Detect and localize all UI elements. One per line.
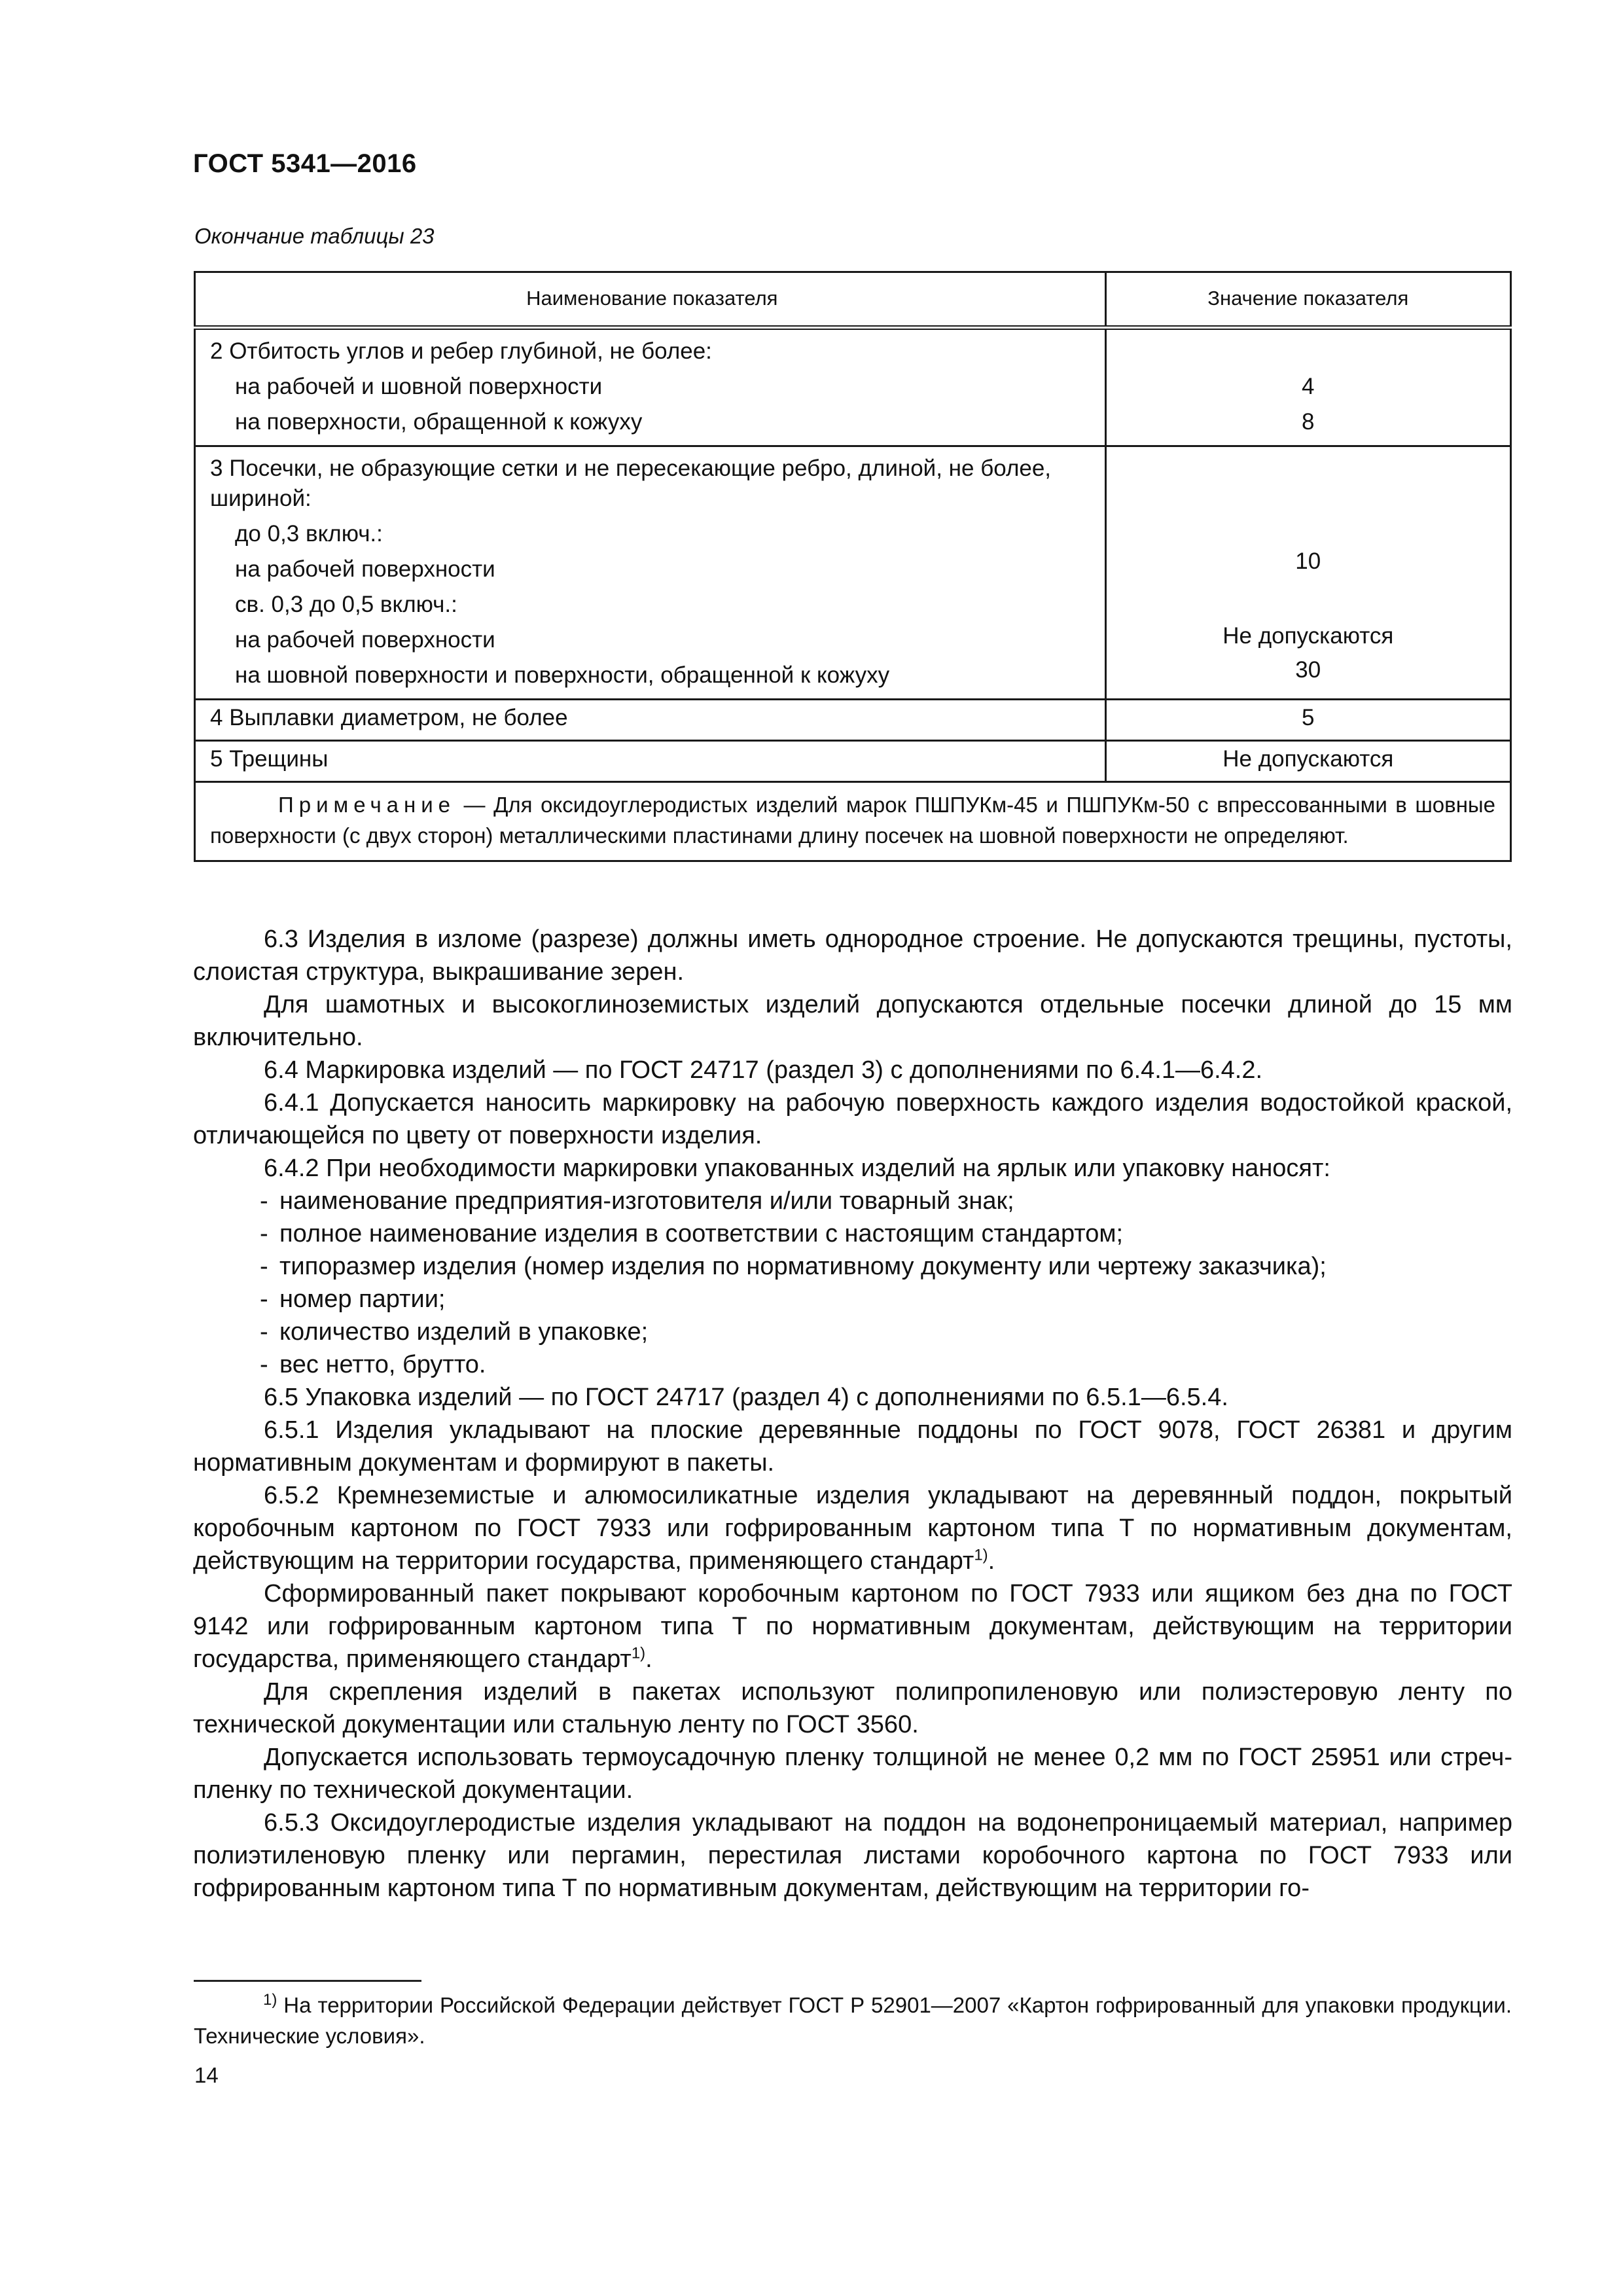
footnote-text: На территории Российской Федерации действует ГОСТ Р 52901—2007 «Картон гофрированный для упаковки продукции. Технические условия». bbox=[194, 1993, 1512, 2048]
list-item: - номер партии; bbox=[260, 1285, 446, 1313]
table-caption: Окончание таблицы 23 bbox=[194, 224, 435, 248]
row-value-cell bbox=[1105, 328, 1510, 446]
page-number: 14 bbox=[194, 2063, 219, 2087]
row-name-cell bbox=[195, 446, 1106, 700]
paragraph: Для скрепления изделий в пакетах используют полипропиленовую или полиэстеровую ленту по технической документации или стальную ленту по ГОСТ 3560. bbox=[193, 1678, 1512, 1738]
row-value-cell: 5 bbox=[1105, 700, 1510, 741]
list-item: - наименование предприятия-изготовителя и/или товарный знак; bbox=[260, 1187, 1014, 1215]
table-row bbox=[195, 741, 1511, 782]
row-name-cell bbox=[195, 328, 1106, 446]
paragraph: Сформированный пакет покрывают коробочным картоном по ГОСТ 7933 или ящиком без дна по ГОСТ 9142 или гофрированным картоном типа Т по нормативным документам, действующим на территории государства, применяющего стандарт$^{1)}$. bbox=[193, 1580, 1512, 1673]
list-item: - полное наименование изделия в соответствии с настоящим стандартом; bbox=[260, 1220, 1124, 1247]
paragraph: 6.5.3 Оксидоуглеродистые изделия укладывают на поддон на водонепроницаемый материал, например полиэтиленовую пленку или пергамин, перестилая листами коробочного картона по ГОСТ 7933 или гофрированным картоном типа Т по нормативным документам, действующим на территории го- bbox=[193, 1809, 1512, 1902]
row-value: 10 bbox=[1295, 548, 1321, 574]
note-label: Примечание bbox=[278, 793, 456, 817]
footnote bbox=[194, 1990, 1512, 2051]
footnote-divider bbox=[194, 1980, 421, 1982]
table-row bbox=[195, 446, 1511, 700]
row-text: на рабочей поверхности bbox=[235, 627, 495, 653]
row-value: 8 bbox=[1302, 409, 1315, 435]
row-text: на шовной поверхности и поверхности, обращенной к кожуху bbox=[235, 662, 890, 688]
paragraph: 6.5.2 Кремнеземистые и алюмосиликатные изделия укладывают на деревянный поддон, покрытый коробочным картоном по ГОСТ 7933 или гофрированным картоном типа Т по нормативным документам, действующим на территории государства, применяющего стандарт$^{1)}$. bbox=[193, 1482, 1512, 1575]
footnote-mark: 1) bbox=[263, 1991, 277, 2009]
row-value: Не допускаются bbox=[1222, 623, 1394, 649]
note-text: — Для оксидоуглеродистых изделий марок ПШПУКм-45 и ПШПУКм-50 с впрессованными в шовные поверхности (с двух сторон) металлическими пластинами длину посечек на шовной поверхности не определяют. bbox=[210, 793, 1495, 848]
indicator-table bbox=[194, 271, 1512, 862]
list-item: - типоразмер изделия (номер изделия по нормативному документу или чертежу заказчика); bbox=[260, 1253, 1327, 1280]
table-row bbox=[195, 328, 1511, 446]
row-value: 30 bbox=[1295, 657, 1321, 683]
row-text: св. 0,3 до 0,5 включ.: bbox=[235, 592, 457, 617]
row-value-cell: Не допускаются bbox=[1105, 741, 1510, 782]
row-name-cell: 5 Трещины bbox=[195, 741, 1106, 782]
row-text: 2 Отбитость углов и ребер глубиной, не более: bbox=[210, 338, 712, 364]
body-text bbox=[193, 923, 1512, 1905]
paragraph: Для шамотных и высокоглиноземистых изделий допускаются отдельные посечки длиной до 15 мм включительно. bbox=[193, 991, 1512, 1051]
row-name-cell: 4 Выплавки диаметром, не более bbox=[195, 700, 1106, 741]
list-item: - количество изделий в упаковке; bbox=[260, 1318, 649, 1346]
paragraph: 6.4 Маркировка изделий — по ГОСТ 24717 (раздел 3) с дополнениями по 6.4.1—6.4.2. bbox=[264, 1056, 1263, 1084]
row-text: на рабочей поверхности bbox=[235, 556, 495, 582]
row-text: на поверхности, обращенной к кожуху bbox=[235, 409, 643, 435]
paragraph: Допускается использовать термоусадочную пленку толщиной не менее 0,2 мм по ГОСТ 25951 или стреч-пленку по технической документации. bbox=[193, 1744, 1512, 1804]
paragraph: 6.4.1 Допускается наносить маркировку на рабочую поверхность каждого изделия водостойкой краской, отличающейся по цвету от поверхности изделия. bbox=[193, 1089, 1512, 1149]
document-header-title: ГОСТ 5341—2016 bbox=[193, 149, 417, 178]
row-text: 3 Посечки, не образующие сетки и не пересекающие ребро, длиной, не более, шириной: bbox=[210, 456, 1052, 511]
row-value-cell bbox=[1105, 446, 1510, 700]
paragraph: 6.5 Упаковка изделий — по ГОСТ 24717 (раздел 4) с дополнениями по 6.5.1—6.5.4. bbox=[264, 1384, 1228, 1411]
table-note-row bbox=[195, 782, 1511, 861]
list-item: - вес нетто, брутто. bbox=[260, 1351, 486, 1378]
table-header-row bbox=[195, 272, 1511, 328]
paragraph: 6.3 Изделия в изломе (разрезе) должны иметь однородное строение. Не допускаются трещины, пустоты, слоистая структура, выкрашивание зерен. bbox=[193, 925, 1512, 986]
row-text: до 0,3 включ.: bbox=[235, 521, 383, 547]
table-row bbox=[195, 700, 1511, 741]
footnote-reference[interactable]: 1) bbox=[974, 1546, 988, 1564]
table-note bbox=[195, 782, 1511, 861]
row-value: 4 bbox=[1302, 374, 1315, 399]
column-header-name: Наименование показателя bbox=[195, 272, 1106, 328]
column-header-value: Значение показателя bbox=[1105, 272, 1510, 328]
footnote-reference[interactable]: 1) bbox=[631, 1644, 646, 1662]
row-text: на рабочей и шовной поверхности bbox=[235, 374, 603, 399]
paragraph: 6.5.1 Изделия укладывают на плоские деревянные поддоны по ГОСТ 9078, ГОСТ 26381 и другим нормативным документам и формируют в пакеты. bbox=[193, 1416, 1512, 1477]
paragraph: 6.4.2 При необходимости маркировки упакованных изделий на ярлык или упаковку наносят: bbox=[264, 1155, 1330, 1182]
